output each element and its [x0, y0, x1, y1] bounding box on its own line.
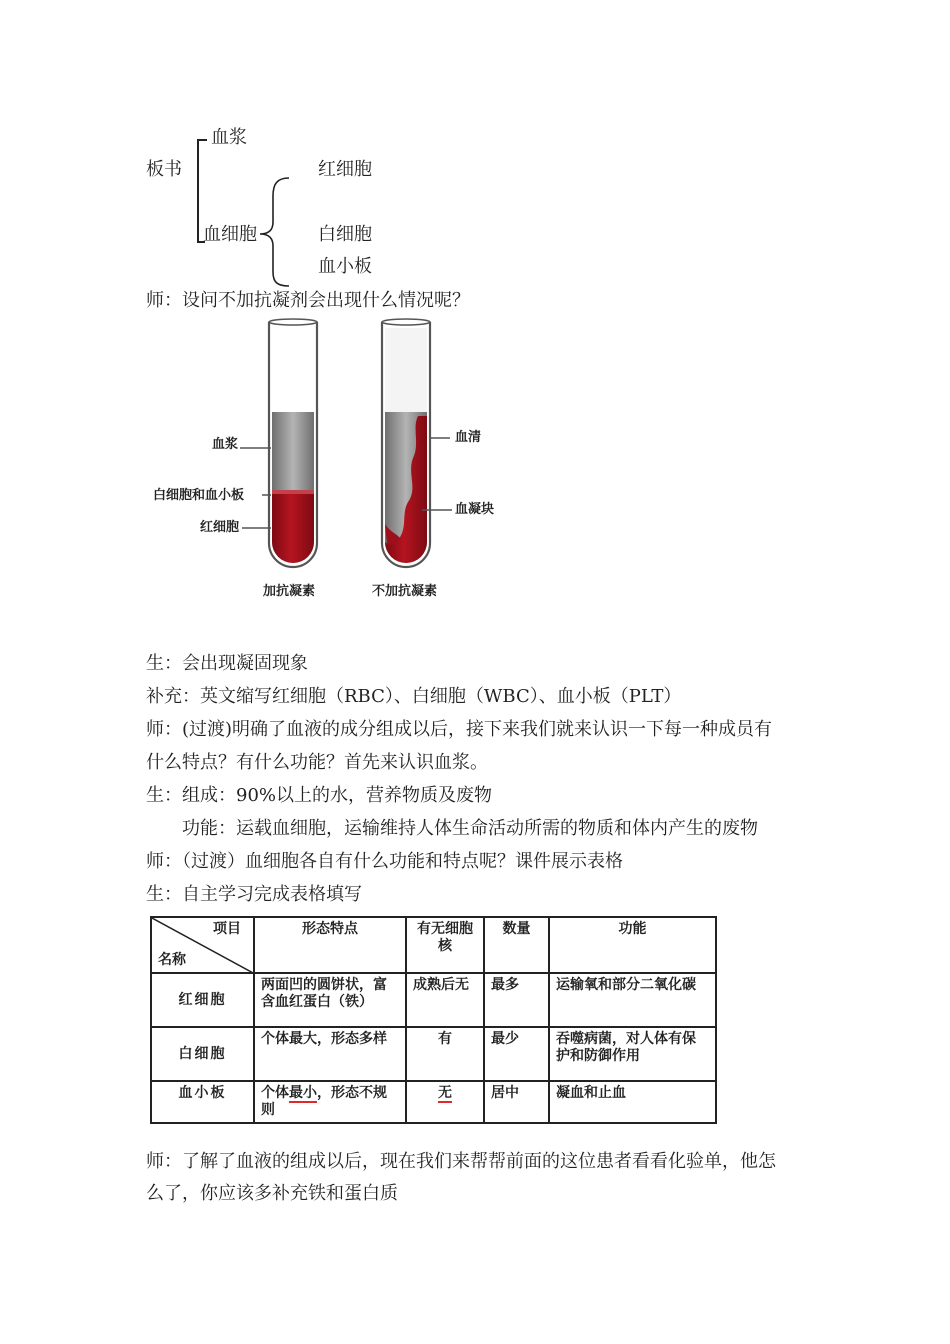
header-morphology: 形态特点 [254, 917, 406, 973]
teacher-transition-line1: 师：(过渡)明确了血液的成分组成以后，接下来我们就来认识一下每一种成员有 [146, 719, 773, 740]
plt-morphology-part1: 个体 [261, 1085, 289, 1101]
teacher-question-anticoagulant: 师：设问不加抗凝剂会出现什么情况呢？ [146, 290, 470, 311]
row-name-rbc: 红细胞 [151, 973, 254, 1027]
header-function: 功能 [549, 917, 716, 973]
teacher-lab-report-line1: 师：了解了血液的组成以后，现在我们来帮帮前面的这位患者看看化验单，他怎 [146, 1151, 776, 1172]
header-nucleus: 有无细胞核 [406, 917, 484, 973]
label-clot: 血凝块 [455, 502, 495, 517]
header-quantity: 数量 [484, 917, 549, 973]
label-wbc-plt: 白细胞和血小板 [153, 488, 245, 503]
row-wbc-morphology: 个体最大，形态多样 [254, 1027, 406, 1081]
caption-with-anticoagulant: 加抗凝素 [263, 584, 316, 599]
supplement-abbreviations: 补充：英文缩写红细胞（RBC）、白细胞（WBC）、血小板（PLT） [146, 686, 682, 707]
teacher-lab-report-line2: 么了，你应该多补充铁和蛋白质 [146, 1183, 398, 1204]
row-wbc-function: 吞噬病菌，对人体有保护和防御作用 [549, 1027, 716, 1081]
blood-cell-table [150, 916, 717, 1124]
plt-morphology-underlined: 最小 [289, 1085, 317, 1101]
student-plasma-composition: 生：组成：90%以上的水，营养物质及废物 [146, 785, 493, 806]
student-fill-table: 生：自主学习完成表格填写 [146, 884, 362, 905]
caption-without-anticoagulant: 不加抗凝素 [372, 584, 438, 599]
plasma-function: 功能：运载血细胞，运输维持人体生命活动所需的物质和体内产生的废物 [182, 818, 758, 839]
row-rbc-morphology: 两面凹的圆饼状，富含血红蛋白（铁） [254, 973, 406, 1027]
label-plasma: 血浆 [212, 437, 239, 452]
student-answer-coagulation: 生：会出现凝固现象 [146, 653, 308, 674]
left-test-tube [269, 319, 317, 567]
blackboard-label: 板书 [146, 159, 182, 180]
outline-bracket-vertical [197, 139, 199, 243]
row-rbc-nucleus: 成熟后无 [406, 973, 484, 1027]
table-row [151, 973, 716, 1027]
test-tube-figure [150, 318, 520, 618]
row-wbc-quantity: 最少 [484, 1027, 549, 1081]
outline-blood-cells: 血细胞 [203, 224, 257, 245]
teacher-show-table: 师：（过渡）血细胞各自有什么功能和特点呢？课件展示表格 [146, 851, 623, 872]
plt-morphology-part3: ，形态不规则 [261, 1085, 387, 1118]
row-wbc-nucleus: 有 [406, 1027, 484, 1081]
row-name-plt: 血小板 [151, 1081, 254, 1123]
row-plt-nucleus-cell [406, 1081, 484, 1123]
label-serum: 血清 [455, 430, 482, 445]
right-test-tube [382, 319, 430, 567]
table-row [151, 1027, 716, 1081]
outline-wbc: 白细胞 [318, 224, 372, 245]
row-plt-morphology [254, 1081, 406, 1123]
row-name-wbc: 白细胞 [151, 1027, 254, 1081]
outline-curly-brace [255, 176, 295, 288]
outline-plt: 血小板 [318, 256, 372, 277]
header-name: 名称 [158, 952, 186, 968]
outline-bracket-top [197, 139, 207, 141]
header-diagonal-cell [151, 917, 254, 973]
table-row [151, 1081, 716, 1123]
outline-rbc: 红细胞 [318, 159, 372, 180]
teacher-transition-line2: 什么特点？有什么功能？首先来认识血浆。 [146, 752, 488, 773]
row-plt-nucleus: 无 [438, 1085, 452, 1101]
table-header-row [151, 917, 716, 973]
row-plt-function: 凝血和止血 [549, 1081, 716, 1123]
row-plt-quantity: 居中 [484, 1081, 549, 1123]
row-rbc-quantity: 最多 [484, 973, 549, 1027]
header-item: 项目 [213, 921, 241, 937]
outline-plasma: 血浆 [211, 127, 247, 148]
label-rbc: 红细胞 [200, 520, 240, 535]
row-rbc-function: 运输氧和部分二氧化碳 [549, 973, 716, 1027]
